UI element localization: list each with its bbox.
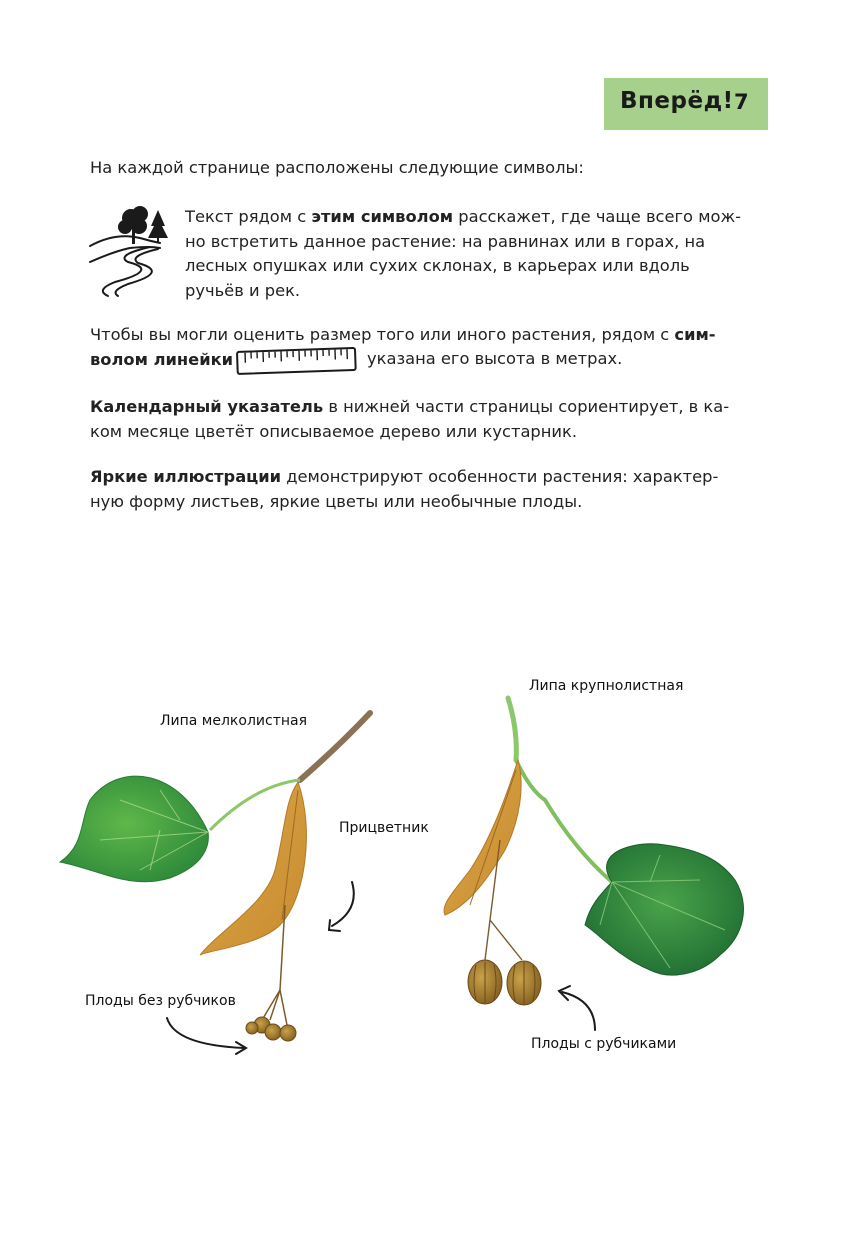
illus-line1-bold: Яркие иллюстрации (90, 467, 282, 486)
page-number: 7 (734, 90, 749, 114)
label-fruit-smooth: Плоды без рубчиков (85, 993, 236, 1009)
ruler-line2-bold: волом линейки (90, 349, 234, 369)
label-small-leaf: Липа мелколистная (160, 713, 308, 729)
symbol-line3: лесных опушках или сухих склонах, в карьерах или вдоль (185, 256, 690, 275)
annotation-arrows (167, 882, 595, 1054)
label-fruit-ribbed: Плоды с рубчиками (531, 1036, 677, 1052)
symbol-paragraph (185, 205, 741, 303)
symbol-line2: но встретить данное растение: на равнинах или в горах, на (185, 231, 706, 251)
label-large-leaf: Липа крупнолистная (529, 678, 684, 694)
intro-text: На каждой странице расположены следующие символы: (90, 158, 584, 177)
label-bract: Прицветник (339, 820, 429, 836)
ruler-line1-bold: сим- (674, 325, 716, 344)
ruler-line1-pre: Чтобы вы могли оценить размер того или иного растения, рядом с (90, 325, 675, 344)
ruler-line2-post: указана его высота в метрах. (367, 349, 623, 368)
section-header (604, 78, 768, 130)
illus-line1-post: демонстрируют особенности растения: характер- (281, 467, 719, 486)
symbol-line4: ручьёв и рек. (185, 280, 301, 300)
calendar-paragraph (90, 395, 729, 444)
illus-line2: ную форму листьев, яркие цветы или необычные плоды. (90, 491, 583, 511)
small-leaf-linden (60, 713, 370, 1041)
section-title: Вперёд! (620, 88, 734, 114)
calendar-line1-post: в нижней части страницы сориентирует, в ка- (323, 397, 730, 416)
calendar-line1-bold: Календарный указатель (90, 397, 324, 416)
symbol-line1-pre: Текст рядом с (185, 207, 312, 226)
symbol-line1-post: расскажет, где чаще всего мож- (453, 207, 741, 226)
illustrations-paragraph (90, 465, 718, 514)
symbol-line1-bold: этим символом (311, 207, 454, 226)
calendar-line2: ком месяце цветёт описываемое дерево или кустарник. (90, 421, 577, 441)
large-leaf-linden (444, 698, 743, 1005)
